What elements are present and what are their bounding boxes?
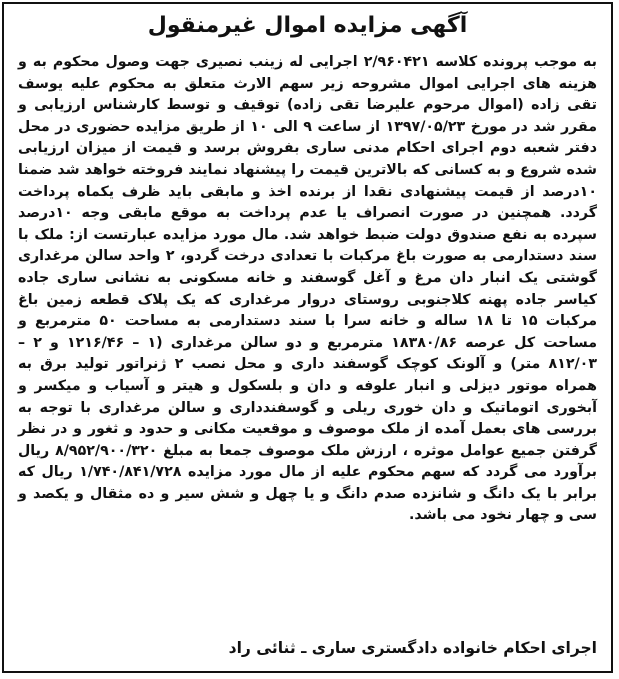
auction-notice xyxy=(2,2,613,673)
notice-title: آگهی مزایده اموال غیرمنقول xyxy=(147,13,468,38)
notice-signature: اجرای احکام خانواده دادگستری ساری ـ ثنائی راد xyxy=(228,639,597,657)
notice-body: به موجب پرونده کلاسه ۲/۹۶۰۴۲۱ اجرایی له زینب نصیری جهت وصول محکوم به و هزینه های اجرایی اموال مشروحه زیر سهم الارث متعلق به محکوم علیه یوسف تقی زاده (اموال مرحوم علیرضا تقی زاده) توقیف و توسط کارشناس ارزیابی و مقرر شد در مورخ ۱۳۹۷/۰۵/۲۳ از ساعت ۹ الی ۱۰ از طریق مزایده حضوری در محل دفتر شعبه دوم اجرای احکام مدنی ساری بفروش برسد و قیمت از میزان ارزیابی شده شروع و به کسانی که بالاترین قیمت را پیشنهاد نمایند فروخته خواهد شد ضمنا ۱۰درصد از قیمت پیشنهادی نقدا از برنده اخذ و مابقی باید ظرف یکماه پرداخت گردد. همچنین در صورت انصراف یا عدم پرداخت به موقع مابقی وجه ۱۰درصد سپرده به نفع صندوق دولت ضبط خواهد شد. مال مورد مزایده عبارتست از: ملک با سند دستدارمی به صورت باغ مرکبات با تعدادی درخت گردو، ۲ واحد سالن مرغداری گوشتی یک انبار دان مرغ و آغل گوسفند و خانه مسکونی به نشانی ساری جاده کیاسر جاده پهنه کلاجنوبی روستای دروار مرغداری که یک پلاک قطعه زمین باغ مرکبات ۱۵ تا ۱۸ ساله و خانه سرا با سند دستدارمی به مساحت ۵۰ مترمربع و مساحت کل عرصه ۱۸۳۸۰/۸۶ مترمربع و دو سالن مرغداری (۱ – ۱۲۱۶/۴۶ و ۲ – ۸۱۲/۰۳ متر) و آلونک کوچک گوسفند داری و محل نصب ۲ ژنراتور تولید برق به همراه موتور دیزلی و انبار علوفه و دان و بلسکول و هیتر و آسیاب و میکسر و آبخوری اتوماتیک و دان خوری ریلی و گوسفندداری و سالن مرغداری با توجه به بررسی های بعمل آمده از ملک موصوف و موقعیت مکانی و حدود و ثغور و در نظر گرفتن جمیع عوامل موثره ، ارزش ملک موصوف جمعا به مبلغ ۸/۹۵۲/۹۰۰/۳۲۰ ریال برآورد می گردد که سهم محکوم علیه از مال مورد مزایده ۱/۷۴۰/۸۴۱/۷۲۸ ریال که برابر با یک دانگ و شانزده صدم دانگ و یا چهل و شش سیر و ده مثقال و یکصد و سی و چهار نخود می باشد. xyxy=(18,54,597,524)
